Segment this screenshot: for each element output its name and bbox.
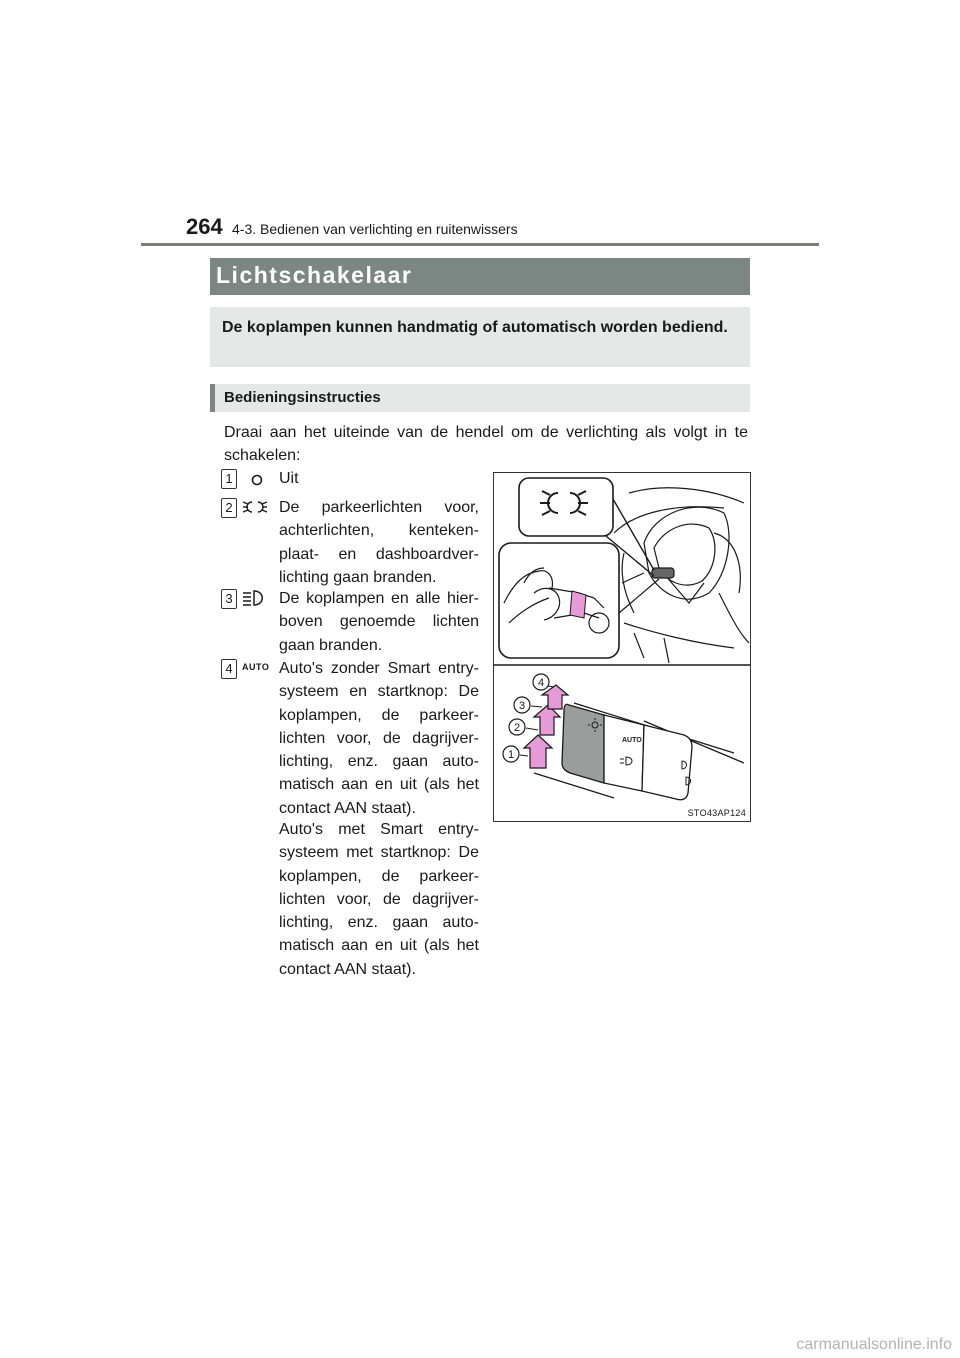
figure-illustration	[493, 472, 751, 822]
item-number-3: 3	[221, 589, 237, 609]
section-title: Lichtschakelaar	[216, 262, 413, 288]
page-number: 264	[186, 214, 223, 239]
headlight-icon	[242, 589, 268, 607]
intro-box	[210, 307, 750, 367]
switch-auto-label: AUTO	[622, 737, 642, 744]
callout-4: 4	[537, 677, 545, 689]
parking-lights-icon	[242, 499, 268, 515]
header-rule	[141, 243, 819, 246]
item-number-1: 1	[221, 469, 237, 489]
section-bar	[210, 258, 750, 295]
item-text-1: Uit	[279, 470, 299, 487]
subsection-bar	[210, 384, 750, 412]
chapter-title: 4-3. Bedienen van verlichting en ruitenwissers	[232, 221, 518, 237]
callout-2: 2	[513, 722, 521, 734]
figure-caption: STO43AP124	[687, 808, 746, 818]
off-circle-icon	[250, 473, 264, 487]
item-number-2: 2	[221, 498, 237, 518]
item-text-2: De parkeerlichten voor, achterlichten, kenteken-plaat- en dashboardver-lichting gaan branden.	[279, 499, 479, 586]
item-text-3: De koplampen en alle hier-boven genoemde lichten gaan branden.	[279, 590, 479, 654]
lead-paragraph: Draai aan het uiteinde van de hendel om de verlichting als volgt in te schakelen:	[224, 424, 748, 464]
auto-icon: AUTO	[242, 662, 270, 672]
callout-1: 1	[507, 749, 515, 761]
item-number-4: 4	[221, 659, 237, 679]
callout-3: 3	[518, 700, 526, 712]
light-switch-illustration	[494, 473, 750, 821]
intro-text: De koplampen kunnen handmatig of automatisch worden bediend.	[222, 319, 728, 336]
item-text-4: Auto's zonder Smart entry-systeem en startknop: De koplampen, de parkeer-lichten voor, de dagrijver-lichting, enz. gaan auto-matisch aan en uit (als het contact AAN staat).	[279, 660, 479, 817]
subsection-accent	[210, 384, 215, 412]
subsection-title: Bedieningsinstructies	[224, 389, 381, 406]
item-text-4b: Auto's met Smart entry-systeem met startknop: De koplampen, de parkeer-lichten voor, de dagrijver-lichting, enz. gaan auto-matisch aan en uit (als het contact AAN staat).	[279, 821, 479, 978]
watermark: carmanualsonline.info	[796, 1336, 952, 1353]
